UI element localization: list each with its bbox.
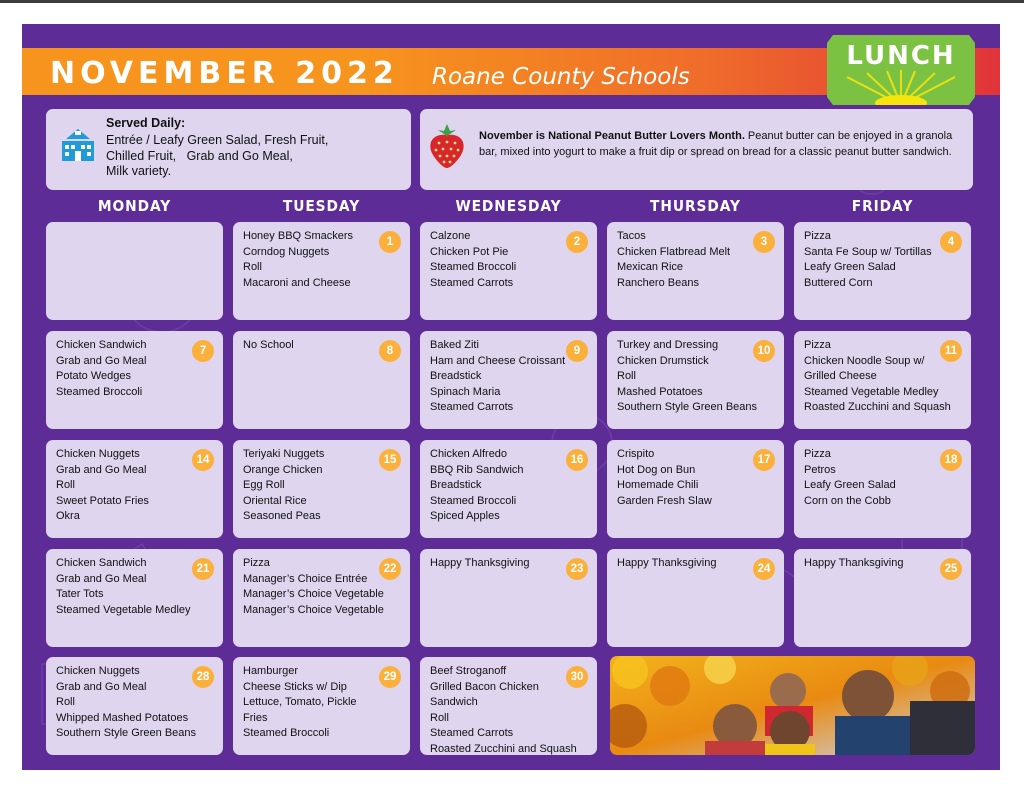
menu-item: Chicken Pot Pie	[430, 245, 509, 258]
menu-item: Steamed Broccoli	[430, 494, 517, 507]
weekday-tuesday: TUESDAY	[282, 197, 361, 215]
day-cell	[420, 657, 597, 755]
menu-item: Corndog Nuggets	[243, 245, 330, 258]
served-daily-title: Served Daily:	[106, 116, 186, 130]
menu-item: Beef Stroganoff	[430, 665, 507, 677]
menu-item: Steamed Broccoli	[243, 727, 330, 739]
menu-item: Fries	[243, 711, 268, 724]
served-daily-box	[46, 109, 411, 190]
menu-item: Chicken Nuggets	[56, 665, 140, 677]
menu-item: Chicken Sandwich	[56, 339, 147, 351]
menu-item: Lettuce, Tomato, Pickle	[243, 696, 357, 708]
day-cell	[794, 331, 971, 429]
children-photo-image	[610, 656, 975, 755]
announcement-body: Peanut butter can be enjoyed in a granola bar, mixed into yogurt to make a fruit dip or spread on bread for a classic peanut butter sandwich.	[479, 130, 953, 158]
menu-item: Tacos	[617, 230, 646, 242]
menu-page	[22, 24, 1000, 770]
day-number-badge: 2	[566, 231, 588, 253]
menu-item: Steamed Vegetable Medley	[804, 385, 939, 398]
menu-item: Leafy Green Salad	[804, 479, 896, 491]
weekday-wednesday: WEDNESDAY	[455, 197, 562, 215]
day-number-badge: 25	[940, 558, 962, 580]
menu-item: Grab and Go Meal	[56, 572, 147, 585]
day-number-badge: 23	[566, 558, 588, 580]
announcement-bold: November is National Peanut Butter Lovers Month.	[479, 130, 745, 142]
day-cell	[420, 440, 597, 538]
day-number-badge: 11	[940, 340, 962, 362]
day-number-badge: 14	[192, 449, 214, 471]
menu-item: Pizza	[804, 339, 831, 351]
day-number-badge: 3	[753, 231, 775, 253]
menu-item: Grab and Go Meal	[56, 463, 147, 476]
menu-item: Santa Fe Soup w/ Tortillas	[804, 245, 932, 258]
menu-item: Oriental Rice	[243, 494, 307, 507]
menu-item: Chicken Nuggets	[56, 448, 140, 460]
day-cell	[794, 549, 971, 647]
day-cell	[794, 440, 971, 538]
served-daily-text	[106, 133, 406, 180]
day-number-badge: 17	[753, 449, 775, 471]
menu-item: Ham and Cheese Croissant	[430, 354, 566, 367]
menu-item: Orange Chicken	[243, 463, 323, 476]
menu-item: Calzone	[430, 230, 471, 242]
menu-item: Breadstick	[430, 370, 482, 382]
menu-item: Southern Style Green Beans	[617, 401, 758, 413]
menu-item: Macaroni and Cheese	[243, 276, 351, 289]
menu-item: Crispito	[617, 448, 655, 460]
menu-item: Breadstick	[430, 479, 482, 491]
day-cell	[420, 222, 597, 320]
menu-item: Whipped Mashed Potatoes	[56, 711, 189, 724]
menu-item: Chicken Noodle Soup w/	[804, 354, 925, 367]
menu-item: Okra	[56, 510, 80, 522]
weekday-thursday: THURSDAY	[650, 197, 741, 215]
menu-item: Hot Dog on Bun	[617, 463, 696, 476]
menu-item: Manager’s Choice Entrée	[243, 572, 368, 585]
day-cell	[607, 222, 784, 320]
menu-item: Grilled Cheese	[804, 370, 877, 382]
day-number-badge: 29	[379, 666, 401, 688]
menu-item: Mexican Rice	[617, 261, 684, 273]
served-daily-line: Chilled Fruit, Grab and Go Meal,	[106, 148, 293, 163]
day-cell	[233, 222, 410, 320]
menu-item: BBQ Rib Sandwich	[430, 463, 524, 476]
day-cell	[46, 549, 223, 647]
menu-item: Chicken Flatbread Melt	[617, 245, 731, 258]
menu-item: Teriyaki Nuggets	[243, 448, 325, 460]
served-daily-line: Milk variety.	[106, 164, 172, 178]
menu-item: Ranchero Beans	[617, 276, 699, 289]
menu-item: Pizza	[804, 230, 831, 242]
menu-item: Grab and Go Meal	[56, 680, 147, 693]
announcement-box	[420, 109, 973, 190]
day-cell	[233, 440, 410, 538]
day-number-badge: 4	[940, 231, 962, 253]
menu-item: Manager’s Choice Vegetable	[243, 603, 384, 616]
menu-item: Chicken Drumstick	[617, 354, 709, 367]
day-cell	[607, 440, 784, 538]
day-number-badge: 8	[379, 340, 401, 362]
menu-item: Sweet Potato Fries	[56, 494, 149, 507]
menu-item: Sandwich	[430, 696, 478, 708]
day-cell	[233, 331, 410, 429]
menu-item: Happy Thanksgiving	[617, 557, 717, 569]
menu-item: Chicken Alfredo	[430, 448, 508, 460]
menu-item: Hamburger	[243, 665, 299, 677]
menu-item: Roll	[56, 479, 75, 491]
day-cell	[794, 222, 971, 320]
menu-item: Garden Fresh Slaw	[617, 494, 712, 507]
school-building-icon	[60, 127, 96, 163]
menu-item: Honey BBQ Smackers	[243, 230, 354, 242]
menu-item: Roll	[430, 711, 449, 724]
menu-item: Cheese Sticks w/ Dip	[243, 680, 347, 693]
menu-item: Grilled Bacon Chicken	[430, 680, 539, 693]
day-number-badge: 9	[566, 340, 588, 362]
menu-item: Buttered Corn	[804, 276, 873, 289]
day-cell	[607, 549, 784, 647]
day-number-badge: 18	[940, 449, 962, 471]
menu-item: Spinach Maria	[430, 385, 501, 398]
day-cell	[233, 657, 410, 755]
strawberry-icon	[427, 123, 467, 169]
menu-item: Manager’s Choice Vegetable	[243, 588, 384, 600]
menu-item: Chicken Sandwich	[56, 557, 147, 569]
day-number-badge: 1	[379, 231, 401, 253]
menu-item: Southern Style Green Beans	[56, 727, 197, 739]
menu-item: Steamed Broccoli	[56, 385, 143, 398]
month-title: NOVEMBER 2022	[50, 56, 399, 91]
school-name: Roane County Schools	[432, 64, 690, 90]
menu-item: Roasted Zucchini and Squash	[430, 742, 577, 755]
menu-item: Pizza	[243, 557, 270, 569]
day-cell	[233, 549, 410, 647]
served-daily-line: Entrée / Leafy Green Salad, Fresh Fruit,	[106, 133, 329, 147]
day-number-badge: 15	[379, 449, 401, 471]
menu-item: Egg Roll	[243, 479, 285, 491]
menu-item: Roll	[243, 261, 262, 273]
menu-item: Homemade Chili	[617, 479, 699, 491]
top-border	[0, 0, 1024, 3]
day-number-badge: 21	[192, 558, 214, 580]
menu-item: Pizza	[804, 448, 831, 460]
menu-item: Seasoned Peas	[243, 510, 321, 522]
day-cell	[46, 657, 223, 755]
menu-item: Corn on the Cobb	[804, 494, 891, 507]
day-number-badge: 24	[753, 558, 775, 580]
day-cell	[46, 440, 223, 538]
menu-item: Steamed Vegetable Medley	[56, 603, 191, 616]
menu-item: Mashed Potatoes	[617, 385, 703, 398]
announcement-text	[479, 128, 954, 160]
day-cell	[46, 331, 223, 429]
menu-item: Steamed Carrots	[430, 276, 514, 289]
day-cell	[46, 222, 223, 320]
menu-item: Roasted Zucchini and Squash	[804, 401, 951, 413]
menu-item: Turkey and Dressing	[617, 339, 719, 351]
day-number-badge: 22	[379, 558, 401, 580]
menu-item: Happy Thanksgiving	[804, 557, 904, 569]
menu-item: No School	[243, 339, 294, 351]
children-photo	[610, 656, 975, 755]
day-cell	[607, 331, 784, 429]
menu-item: Steamed Carrots	[430, 401, 514, 413]
menu-item: Roll	[56, 696, 75, 708]
weekday-monday: MONDAY	[97, 197, 172, 215]
menu-item: Spiced Apples	[430, 510, 500, 522]
menu-item: Leafy Green Salad	[804, 261, 896, 273]
day-number-badge: 10	[753, 340, 775, 362]
day-number-badge: 28	[192, 666, 214, 688]
menu-item: Happy Thanksgiving	[430, 557, 530, 569]
menu-item: Tater Tots	[56, 588, 104, 600]
lunch-label: LUNCH	[846, 41, 956, 71]
menu-item: Baked Ziti	[430, 339, 479, 351]
day-number-badge: 7	[192, 340, 214, 362]
menu-item: Steamed Broccoli	[430, 261, 517, 273]
weekday-friday: FRIDAY	[851, 197, 914, 215]
menu-item: Steamed Carrots	[430, 727, 514, 739]
day-number-badge: 16	[566, 449, 588, 471]
menu-item: Petros	[804, 463, 836, 476]
day-cell	[420, 331, 597, 429]
menu-item: Grab and Go Meal	[56, 354, 147, 367]
day-cell	[420, 549, 597, 647]
menu-item: Potato Wedges	[56, 370, 132, 382]
menu-item: Roll	[617, 370, 636, 382]
day-number-badge: 30	[566, 666, 588, 688]
